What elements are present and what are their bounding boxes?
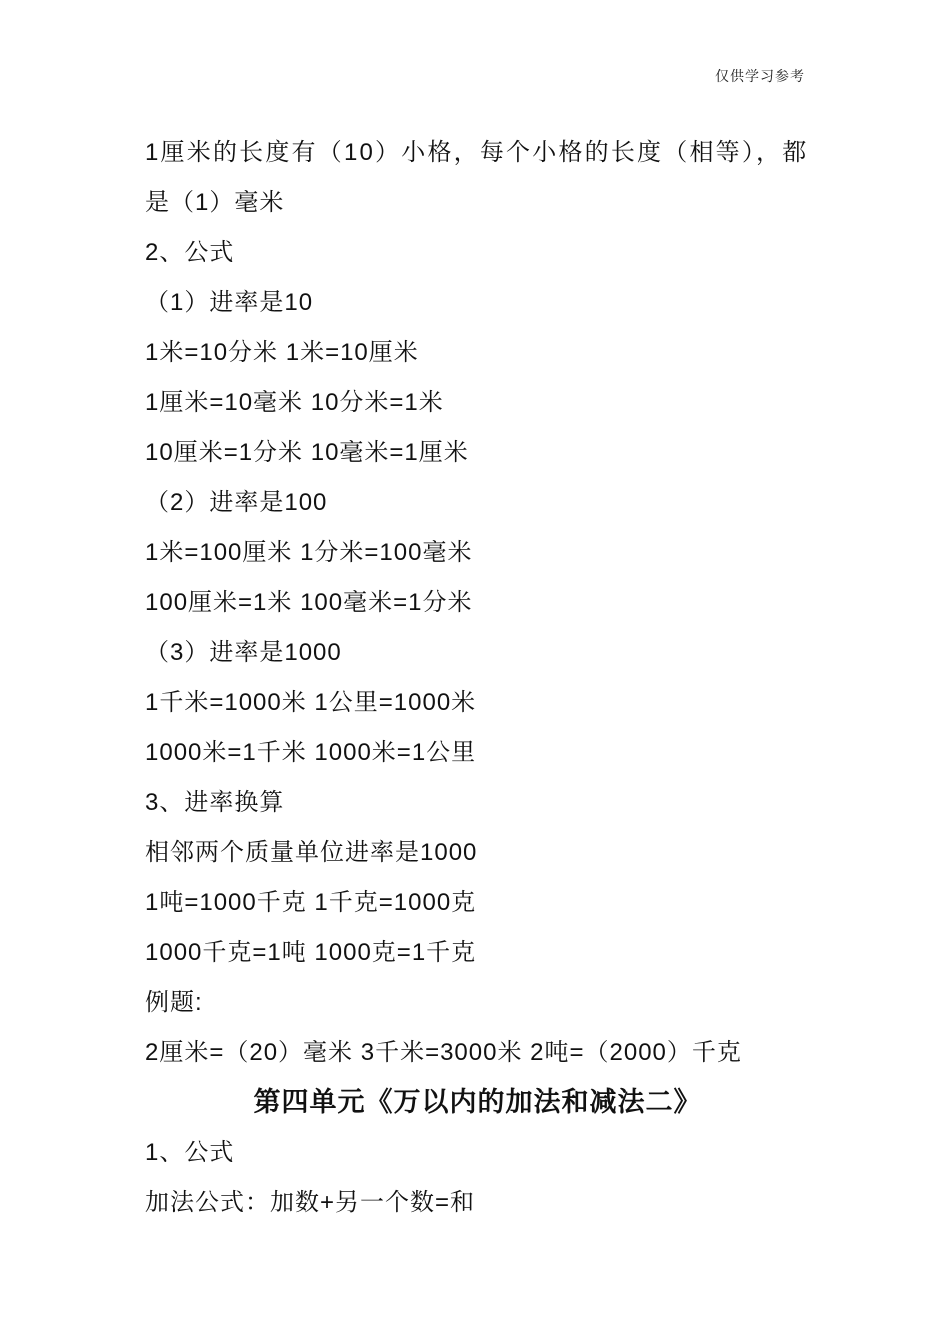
formula-line: 1米=100厘米 1分米=100毫米 — [145, 539, 473, 566]
paragraph-line: 是（1）毫米 — [145, 189, 285, 216]
formula-line: 100厘米=1米 100毫米=1分米 — [145, 589, 473, 616]
formula-line: 加法公式：加数+另一个数=和 — [145, 1189, 476, 1216]
section-label: 2、公式 — [145, 239, 235, 266]
formula-line: 1厘米=10毫米 10分米=1米 — [145, 389, 444, 416]
section-label: 1、公式 — [145, 1139, 235, 1166]
formula-line: 1千米=1000米 1公里=1000米 — [145, 689, 477, 716]
formula-line: 1米=10分米 1米=10厘米 — [145, 339, 419, 366]
sub-label: （1）进率是10 — [145, 289, 314, 316]
unit-heading: 第四单元《万以内的加法和减法二》 — [253, 1087, 702, 1118]
section-label: 3、进率换算 — [145, 789, 285, 816]
header-note: 仅供学习参考 — [715, 68, 805, 84]
sub-label: （2）进率是100 — [145, 489, 328, 516]
formula-line: 1吨=1000千克 1千克=1000克 — [145, 889, 477, 916]
paragraph-line: 相邻两个质量单位进率是1000 — [145, 839, 478, 866]
example-line: 2厘米=（20）毫米 3千米=3000米 2吨=（2000）千克 — [145, 1039, 742, 1066]
formula-line: 1000千克=1吨 1000克=1千克 — [145, 939, 477, 966]
sub-label: （3）进率是1000 — [145, 639, 342, 666]
document-body — [145, 128, 810, 1228]
example-label: 例题: — [145, 989, 203, 1016]
formula-line: 10厘米=1分米 10毫米=1厘米 — [145, 439, 469, 466]
formula-line: 1000米=1千米 1000米=1公里 — [145, 739, 477, 766]
paragraph-line: 1厘米的长度有（10）小格，每个小格的长度（相等），都 — [145, 139, 809, 166]
